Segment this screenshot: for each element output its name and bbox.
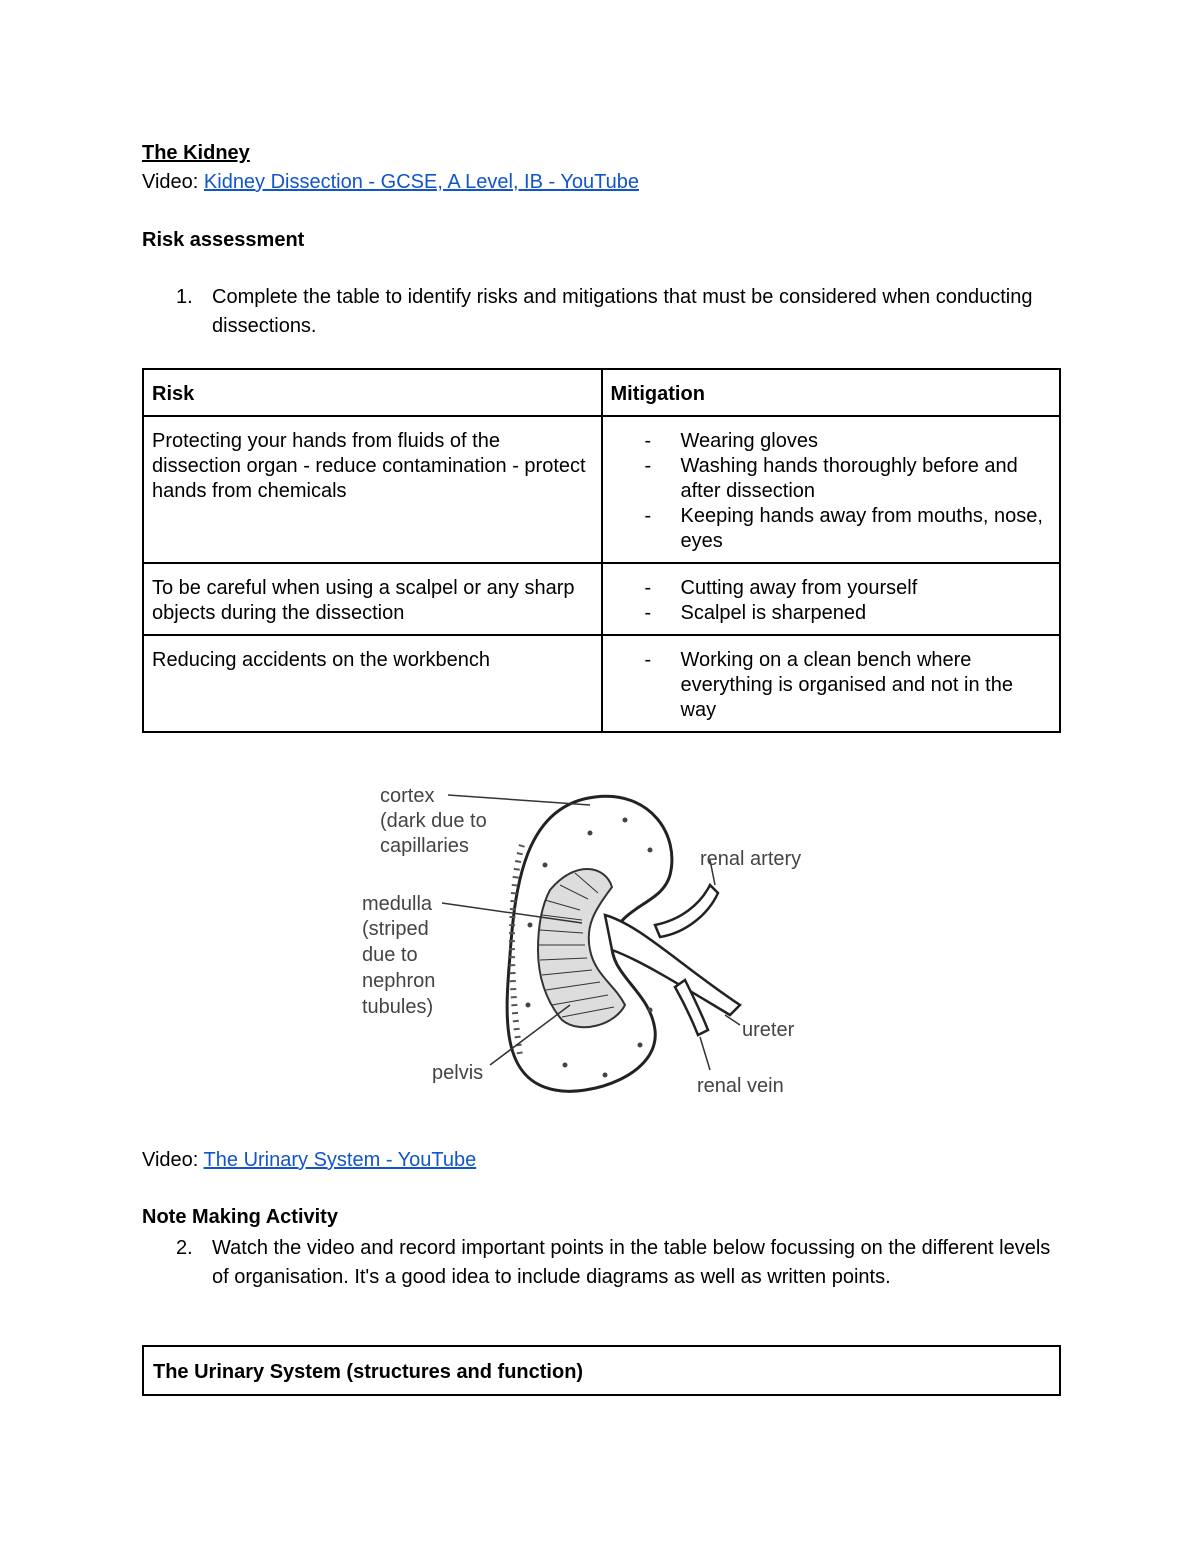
medulla-label-line-2: (striped <box>362 918 429 940</box>
video-label: Video: <box>142 171 204 193</box>
list-item: - Cutting away from yourself <box>644 577 918 599</box>
kidney-diagram <box>350 775 870 1105</box>
table-row <box>143 635 1060 732</box>
medulla-label-line-3: due to <box>362 944 418 966</box>
renal-artery-shape <box>655 885 718 937</box>
risk-cell: To be careful when using a scalpel or any sharp objects during the dissection <box>143 563 602 635</box>
document-title: The Kidney <box>142 142 250 164</box>
question-number: 2. <box>176 1237 193 1259</box>
question-2 <box>142 1234 1072 1292</box>
mitigation-list <box>611 648 1052 723</box>
video-label: Video: <box>142 1149 204 1171</box>
table-row <box>143 416 1060 563</box>
question-text: Watch the video and record important points in the table below focussing on the different levels of organisation. It's a good idea to include diagrams as well as written points. <box>212 1237 1051 1288</box>
urinary-table-header-row <box>143 1346 1060 1395</box>
list-item: - Working on a clean bench where everything is organised and not in the way <box>644 649 1013 721</box>
ureter-label: ureter <box>742 1019 795 1041</box>
risk-table-header-row <box>143 369 1060 416</box>
video-line-1 <box>142 171 639 194</box>
medulla-label-line-4: nephron <box>362 970 436 992</box>
risk-cell: Reducing accidents on the workbench <box>143 635 602 732</box>
urinary-system-table <box>142 1345 1061 1396</box>
medulla-label-line-5: tubules) <box>362 996 434 1018</box>
mitigation-header: Mitigation <box>602 369 1061 416</box>
risk-cell: Protecting your hands from fluids of the dissection organ - reduce contamination - protect hands from chemicals <box>143 416 602 563</box>
question-text: Complete the table to identify risks and mitigations that must be considered when conducting dissections. <box>212 286 1033 337</box>
question-1 <box>142 283 1072 341</box>
list-item: - Wearing gloves <box>644 430 818 452</box>
list-item: - Scalpel is sharpened <box>644 602 867 624</box>
urinary-system-video-link[interactable]: The Urinary System - YouTube <box>203 1149 477 1171</box>
video-line-2 <box>142 1149 476 1172</box>
table-row <box>143 563 1060 635</box>
risk-assessment-heading: Risk assessment <box>142 229 305 251</box>
pelvis-label: pelvis <box>432 1062 484 1084</box>
cortex-label: cortex <box>380 785 435 807</box>
risk-table <box>142 368 1061 733</box>
mitigation-list <box>611 576 1052 626</box>
cortex-label-line-2: (dark due to <box>380 810 487 832</box>
mitigation-list <box>611 429 1052 554</box>
list-item: - Keeping hands away from mouths, nose, eyes <box>644 505 1043 552</box>
risk-header: Risk <box>143 369 602 416</box>
mitigation-cell <box>602 563 1061 635</box>
medulla-label: medulla <box>362 893 433 915</box>
question-number: 1. <box>176 286 193 308</box>
list-item: - Washing hands thoroughly before and after dissection <box>644 455 1018 502</box>
urinary-system-header: The Urinary System (structures and function) <box>143 1346 1060 1395</box>
kidney-dissection-video-link[interactable]: Kidney Dissection - GCSE, A Level, IB - YouTube <box>203 171 639 193</box>
mitigation-cell <box>602 635 1061 732</box>
note-making-heading: Note Making Activity <box>142 1206 338 1228</box>
mitigation-cell <box>602 416 1061 563</box>
cortex-label-line-3: capillaries <box>380 835 469 857</box>
renal-artery-label: renal artery <box>700 848 802 870</box>
renal-vein-label: renal vein <box>697 1075 784 1097</box>
